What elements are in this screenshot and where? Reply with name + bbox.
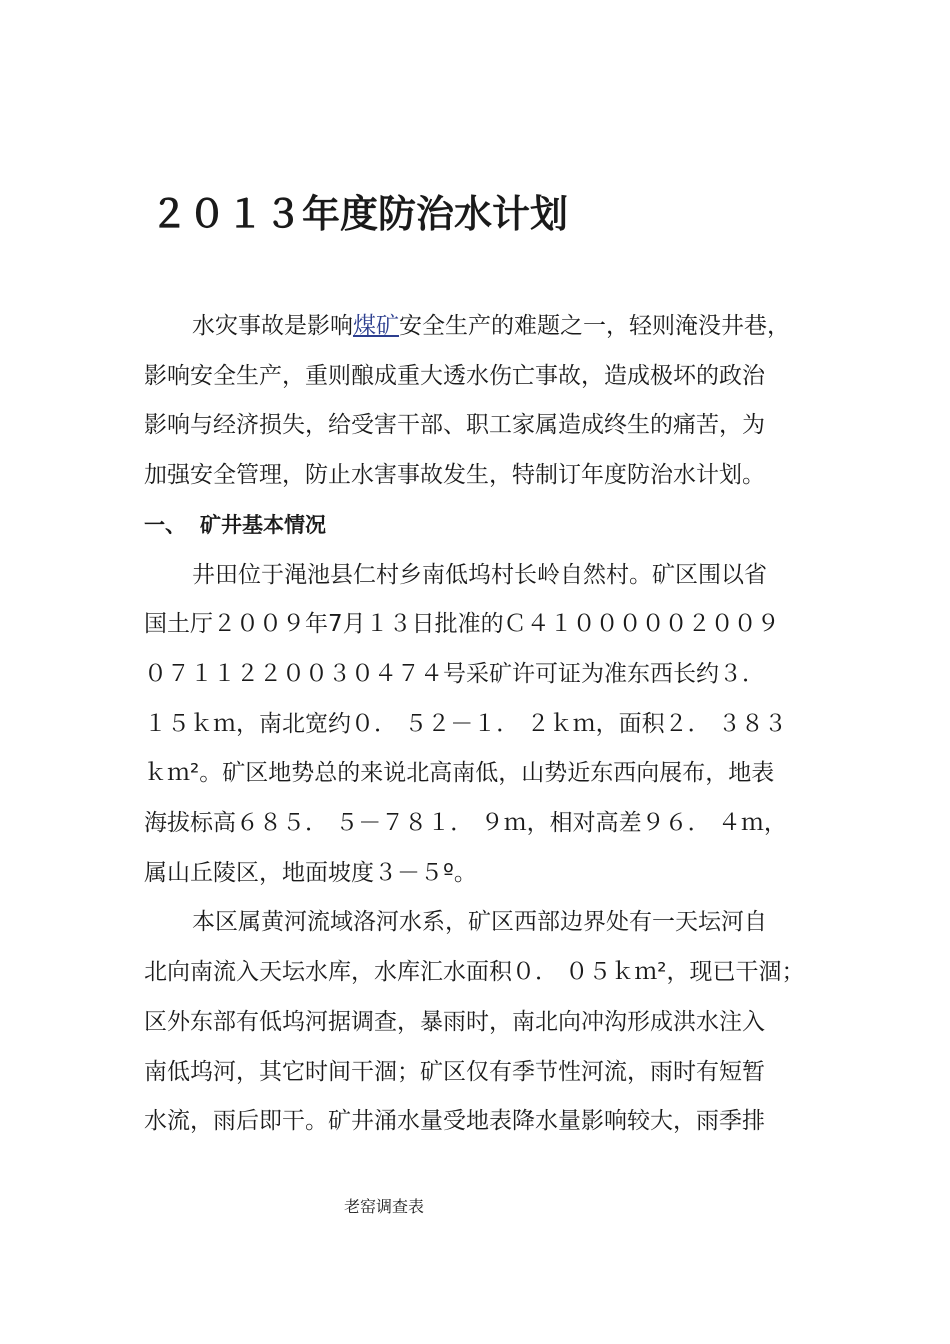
mine-location-paragraph bbox=[144, 551, 824, 899]
para2-line-3: 区外东部有低坞河据调查，暴雨时，南北向冲沟形成洪水注入 bbox=[144, 1008, 765, 1035]
document-body bbox=[144, 302, 824, 1147]
para1-line-6: 海拔标高６８５． ５－７８１． ９ｍ，相对高差９６． ４ｍ， bbox=[144, 810, 787, 837]
para2-line-5: 水流，雨后即干。矿井涌水量受地表降水量影响较大，雨季排 bbox=[144, 1108, 765, 1135]
para1-line-5: ｋｍ²。矿区地势总的来说北高南低，山势近东西向展布，地表 bbox=[144, 760, 775, 787]
para1-line-3: ０７１１２２００３０４７４号采矿许可证为准东西长约３． bbox=[144, 660, 765, 687]
hydrology-paragraph bbox=[144, 898, 824, 1147]
para1-line-1: 井田位于渑池县仁村乡南低坞村长岭自然村。矿区围以省 bbox=[192, 561, 767, 588]
para2-line-4: 南低坞河，其它时间干涸；矿区仅有季节性河流，雨时有短暂 bbox=[144, 1058, 765, 1085]
section-title: 矿井基本情况 bbox=[200, 512, 326, 537]
intro-line-1: 水灾事故是影响煤矿安全生产的难题之一，轻则淹没井巷， bbox=[192, 313, 790, 339]
section-heading-1 bbox=[144, 501, 824, 551]
document-title: ２０１３年度防治水计划 bbox=[150, 192, 569, 236]
para1-line-7: 属山丘陵区，地面坡度３－５º。 bbox=[144, 859, 477, 886]
intro-line-3: 影响与经济损失，给受害干部、职工家属造成终生的痛苦，为 bbox=[144, 412, 765, 439]
section-number: 一、 bbox=[144, 512, 186, 537]
para2-line-2: 北向南流入天坛水库，水库汇水面积０． ０５ｋｍ²，现已干涸； bbox=[144, 959, 805, 986]
intro-line-2: 影响安全生产，重则酿成重大透水伤亡事故，造成极坏的政治 bbox=[144, 362, 765, 389]
intro-line-4: 加强安全管理，防止水害事故发生，特制订年度防治水计划。 bbox=[144, 462, 765, 489]
old-kiln-survey-label: 老窑调查表 bbox=[344, 1197, 425, 1216]
intro-paragraph bbox=[144, 302, 824, 501]
para1-line-4: １５ｋｍ，南北宽约０． ５２－１． ２ｋｍ，面积２． ３８３ bbox=[144, 710, 787, 737]
para2-line-1: 本区属黄河流域洛河水系，矿区西部边界处有一天坛河自 bbox=[192, 909, 767, 936]
para1-line-2: 国土厅２００９年7月１３日批准的Ｃ４１０００００２００９ bbox=[144, 611, 780, 638]
coal-mine-link[interactable]: 煤矿 bbox=[353, 313, 399, 339]
